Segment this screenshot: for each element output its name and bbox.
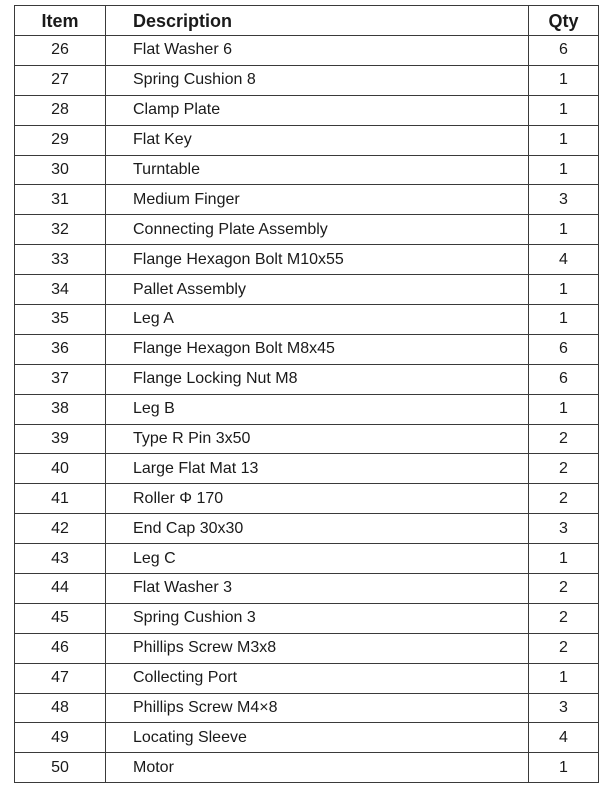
qty-cell: 1: [529, 155, 599, 185]
description-cell: Leg C: [106, 544, 529, 574]
item-number-cell: 42: [15, 514, 106, 544]
description-cell: Turntable: [106, 155, 529, 185]
description-cell: Medium Finger: [106, 185, 529, 215]
qty-cell: 1: [529, 753, 599, 783]
qty-cell: 2: [529, 454, 599, 484]
table-row: [15, 484, 599, 514]
item-number-cell: 44: [15, 574, 106, 604]
item-number-cell: 49: [15, 723, 106, 753]
table-row: [15, 125, 599, 155]
item-number-cell: 27: [15, 65, 106, 95]
qty-cell: 2: [529, 603, 599, 633]
description-cell: Phillips Screw M4×8: [106, 693, 529, 723]
qty-cell: 6: [529, 334, 599, 364]
table-row: [15, 36, 599, 66]
item-number-cell: 28: [15, 95, 106, 125]
description-cell: Phillips Screw M3x8: [106, 633, 529, 663]
qty-cell: 6: [529, 364, 599, 394]
header-row: [15, 6, 599, 36]
description-cell: Pallet Assembly: [106, 275, 529, 305]
qty-cell: 3: [529, 185, 599, 215]
table-body: [15, 36, 599, 783]
table-row: [15, 544, 599, 574]
table-row: [15, 155, 599, 185]
qty-cell: 6: [529, 36, 599, 66]
item-number-cell: 47: [15, 663, 106, 693]
qty-cell: 2: [529, 424, 599, 454]
table-row: [15, 663, 599, 693]
description-cell: Large Flat Mat 13: [106, 454, 529, 484]
item-number-cell: 32: [15, 215, 106, 245]
table-row: [15, 185, 599, 215]
qty-cell: 1: [529, 125, 599, 155]
description-cell: Type R Pin 3x50: [106, 424, 529, 454]
item-number-cell: 46: [15, 633, 106, 663]
table-row: [15, 394, 599, 424]
description-cell: End Cap 30x30: [106, 514, 529, 544]
description-cell: Roller Φ 170: [106, 484, 529, 514]
item-number-cell: 39: [15, 424, 106, 454]
qty-cell: 3: [529, 693, 599, 723]
table-row: [15, 603, 599, 633]
qty-cell: 2: [529, 574, 599, 604]
header-qty: Qty: [529, 6, 599, 36]
table-row: [15, 245, 599, 275]
qty-cell: 3: [529, 514, 599, 544]
description-cell: Clamp Plate: [106, 95, 529, 125]
table-header: [15, 6, 599, 36]
description-cell: Connecting Plate Assembly: [106, 215, 529, 245]
table-row: [15, 275, 599, 305]
qty-cell: 1: [529, 215, 599, 245]
table-row: [15, 364, 599, 394]
table-row: [15, 574, 599, 604]
description-cell: Flange Locking Nut M8: [106, 364, 529, 394]
table-row: [15, 753, 599, 783]
table-row: [15, 305, 599, 335]
item-number-cell: 30: [15, 155, 106, 185]
table-row: [15, 95, 599, 125]
table-row: [15, 454, 599, 484]
header-item: Item: [15, 6, 106, 36]
description-cell: Motor: [106, 753, 529, 783]
description-cell: Flat Washer 3: [106, 574, 529, 604]
parts-list-table: [14, 5, 599, 783]
item-number-cell: 50: [15, 753, 106, 783]
table-row: [15, 633, 599, 663]
qty-cell: 2: [529, 484, 599, 514]
item-number-cell: 45: [15, 603, 106, 633]
table-row: [15, 215, 599, 245]
description-cell: Flat Washer 6: [106, 36, 529, 66]
qty-cell: 1: [529, 394, 599, 424]
qty-cell: 1: [529, 544, 599, 574]
item-number-cell: 36: [15, 334, 106, 364]
table-row: [15, 514, 599, 544]
qty-cell: 1: [529, 65, 599, 95]
description-cell: Flange Hexagon Bolt M10x55: [106, 245, 529, 275]
qty-cell: 1: [529, 663, 599, 693]
description-cell: Leg A: [106, 305, 529, 335]
qty-cell: 4: [529, 245, 599, 275]
description-cell: Flat Key: [106, 125, 529, 155]
qty-cell: 4: [529, 723, 599, 753]
item-number-cell: 31: [15, 185, 106, 215]
item-number-cell: 43: [15, 544, 106, 574]
table-row: [15, 65, 599, 95]
item-number-cell: 33: [15, 245, 106, 275]
table-row: [15, 334, 599, 364]
item-number-cell: 29: [15, 125, 106, 155]
item-number-cell: 40: [15, 454, 106, 484]
item-number-cell: 26: [15, 36, 106, 66]
table-row: [15, 723, 599, 753]
description-cell: Spring Cushion 8: [106, 65, 529, 95]
item-number-cell: 34: [15, 275, 106, 305]
table-row: [15, 693, 599, 723]
description-cell: Leg B: [106, 394, 529, 424]
description-cell: Locating Sleeve: [106, 723, 529, 753]
qty-cell: 1: [529, 95, 599, 125]
header-description: Description: [106, 6, 529, 36]
qty-cell: 1: [529, 305, 599, 335]
item-number-cell: 48: [15, 693, 106, 723]
item-number-cell: 41: [15, 484, 106, 514]
table-row: [15, 424, 599, 454]
qty-cell: 1: [529, 275, 599, 305]
description-cell: Flange Hexagon Bolt M8x45: [106, 334, 529, 364]
description-cell: Collecting Port: [106, 663, 529, 693]
item-number-cell: 35: [15, 305, 106, 335]
qty-cell: 2: [529, 633, 599, 663]
item-number-cell: 38: [15, 394, 106, 424]
description-cell: Spring Cushion 3: [106, 603, 529, 633]
item-number-cell: 37: [15, 364, 106, 394]
